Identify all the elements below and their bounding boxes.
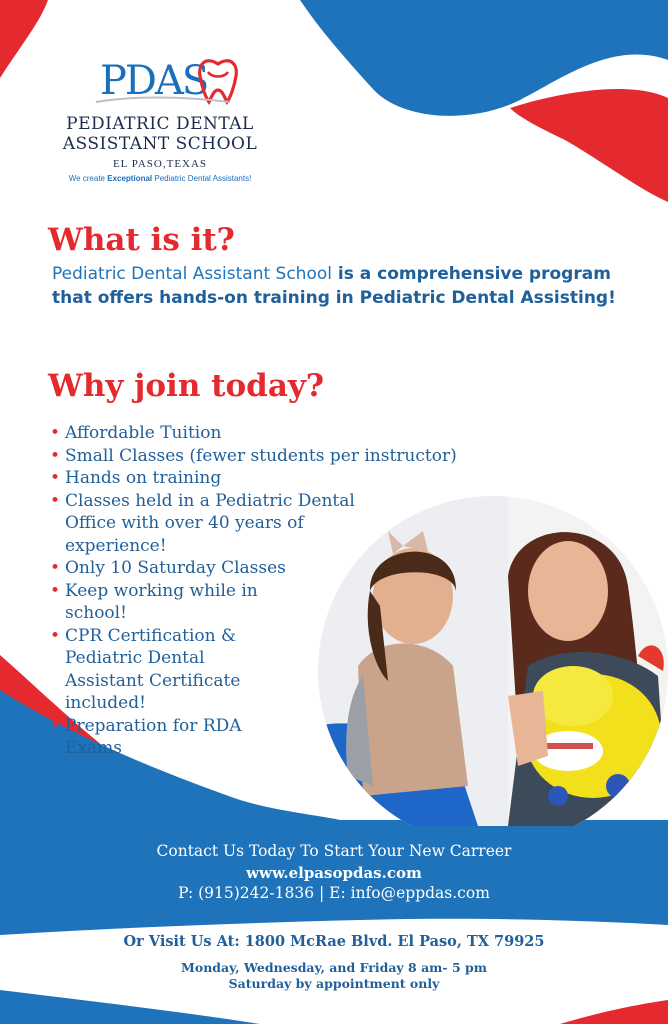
benefit-line: Pediatric Dental [65,648,205,668]
benefit-line: Exams [65,738,122,758]
benefit-line: Affordable Tuition [65,423,222,443]
logo-line-1: PEDIATRIC DENTAL [66,114,254,134]
benefit-item [48,580,457,625]
intro-paragraph [52,262,627,310]
benefit-item [48,490,457,558]
benefits-list [48,422,457,760]
tagline-bold: Exceptional [107,174,153,183]
bottom-right-red-wave [560,1000,668,1024]
intro-rest: is a comprehensive program that offers hands-on training in Pediatric Dental Assisting! [52,264,616,308]
benefit-line: Only 10 Saturday Classes [65,558,286,578]
benefit-line: included! [65,693,146,713]
benefit-item [48,467,457,490]
top-left-red-wave [0,0,48,78]
pdas-logo-mark [80,50,240,108]
visit-address: Or Visit Us At: 1800 McRae Blvd. El Paso, TX 79925 [123,933,545,950]
benefit-line: CPR Certification & [65,625,237,646]
top-right-red-wave [510,89,668,202]
website-link[interactable]: www.elpasopdas.com [246,864,422,882]
logo-tagline [60,174,260,183]
benefit-item [48,625,457,715]
visit-saturday: Saturday by appointment only [228,976,440,991]
benefit-line: Hands on training [65,468,222,488]
bullet-dot: • [50,625,61,646]
bullet-dot: • [50,490,61,511]
benefit-line: experience! [65,535,167,556]
bullet-dot: • [50,423,61,443]
bullet-dot: • [50,468,61,488]
bottom-blue-wave [0,990,260,1024]
benefit-line: Small Classes (fewer students per instructor) [65,445,457,466]
logo-mark-text: PDAS [100,58,208,104]
intro-brand: Pediatric Dental Assistant School [52,264,332,284]
benefit-line: Preparation for RDA [65,715,242,736]
logo-line-2: ASSISTANT SCHOOL [62,134,258,154]
logo-city: EL PASO,TEXAS [112,158,208,170]
benefit-line: Classes held in a Pediatric Dental [65,490,355,511]
bullet-dot: • [50,580,61,601]
bullet-dot: • [50,445,61,466]
phone-email: P: (915)242-1836 | E: info@eppdas.com [178,884,490,902]
bullet-dot: • [50,715,61,736]
benefit-line: school! [65,603,127,623]
school-logo [60,50,260,183]
benefit-line: Keep working while in [65,580,258,601]
contact-line: Contact Us Today To Start Your New Carreer [156,842,512,860]
benefit-item [48,422,457,445]
benefit-line: Assistant Certificate [65,670,241,691]
tagline-pre: We create [68,174,108,183]
why-heading: Why join today? [48,368,325,404]
benefit-line: Office with over 40 years of [65,513,304,533]
benefit-item [48,715,457,760]
bullet-dot: • [50,558,61,578]
benefit-item [48,445,457,468]
benefit-item [48,557,457,580]
tagline-post: Pediatric Dental Assistants! [152,174,252,183]
what-heading: What is it? [48,222,235,258]
visit-hours: Monday, Wednesday, and Friday 8 am- 5 pm [181,960,487,975]
